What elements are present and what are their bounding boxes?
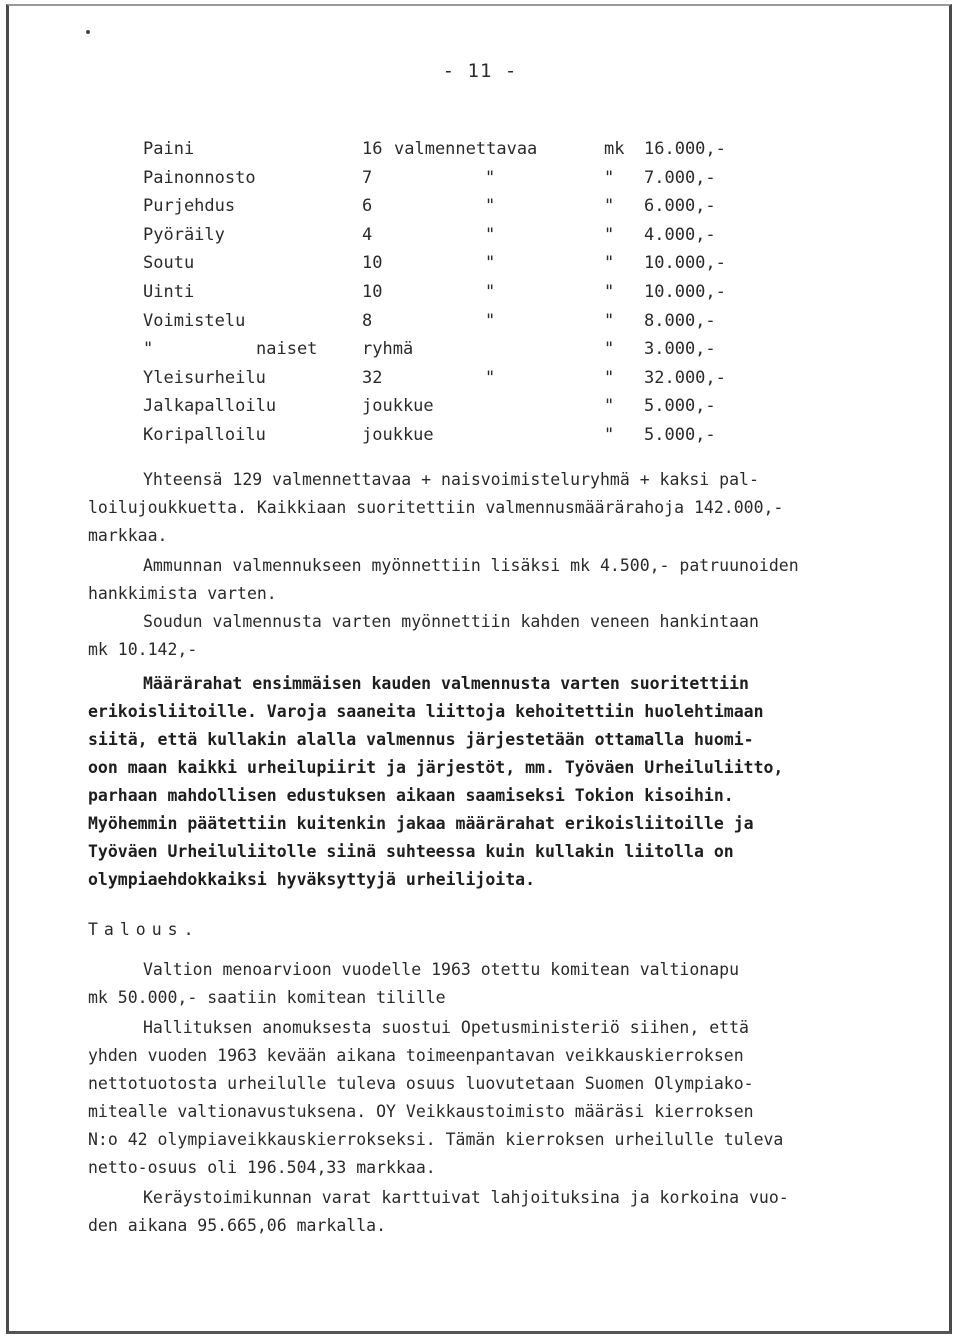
sport-name: Yleisurheilu: [143, 367, 266, 388]
ditto-mark: ": [485, 367, 496, 388]
text-line: Määrärahat ensimmäisen kauden valmennusta varten suoritettiin: [143, 674, 749, 693]
stray-mark: [86, 30, 90, 34]
sport-name: Purjehdus: [143, 196, 236, 217]
participant-count: joukkue: [362, 396, 434, 417]
text-line: Ammunnan valmennukseen myönnettiin lisäksi mk 4.500,- patruunoiden: [143, 556, 799, 575]
currency-label: ": [604, 367, 615, 388]
amount-value: 5.000,-: [644, 396, 716, 417]
ditto-mark: ": [485, 196, 496, 217]
text-line: mitealle valtionavustuksena. OY Veikkaustoimisto määräsi kierroksen: [88, 1102, 754, 1121]
participant-count: 8: [362, 310, 373, 331]
sport-name: Uinti: [143, 282, 195, 302]
amount-value: 16.000,-: [644, 139, 726, 159]
currency-label: ": [604, 224, 615, 245]
participant-count: 10: [362, 253, 383, 274]
ditto-mark: ": [485, 282, 496, 302]
currency-label: ": [604, 310, 615, 331]
text-line: loilujoukkuetta. Kaikkiaan suoritettiin valmennusmäärärahoja 142.000,-: [88, 498, 784, 517]
amount-value: 32.000,-: [644, 367, 726, 388]
currency-label: ": [604, 425, 615, 445]
participant-count: ryhmä: [362, 339, 414, 360]
currency-label: ": [604, 253, 615, 274]
text-line: markkaa.: [88, 526, 168, 545]
participant-count: 6: [362, 196, 373, 217]
text-line: Myöhemmin päätettiin kuitenkin jakaa määrärahat erikoisliitoille ja: [88, 814, 754, 833]
text-line: yhden vuoden 1963 kevään aikana toimeenpantavan veikkauskierroksen: [88, 1046, 744, 1065]
text-line: N:o 42 olympiaveikkauskierrokseksi. Tämän kierroksen urheilulle tuleva: [88, 1130, 784, 1149]
ditto-mark: ": [485, 253, 496, 274]
currency-label: ": [604, 339, 615, 360]
sport-name: Paini: [143, 139, 195, 159]
text-line: Soudun valmennusta varten myönnettiin kahden veneen hankintaan: [143, 612, 759, 631]
ditto-mark: ": [485, 310, 496, 331]
participant-count: 10: [362, 282, 383, 302]
sport-name: Pyöräily: [143, 224, 225, 245]
participant-count: 7: [362, 167, 373, 188]
text-line: nettotuotosta urheilulle tuleva osuus luovutetaan Suomen Olympiako-: [88, 1074, 754, 1093]
text-line: Keräystoimikunnan varat karttuivat lahjoituksina ja korkoina vuo-: [143, 1188, 789, 1207]
amount-value: 5.000,-: [644, 425, 716, 445]
text-line: netto-osuus oli 196.504,33 markkaa.: [88, 1158, 436, 1177]
text-line: Yhteensä 129 valmennettavaa + naisvoimisteluryhmä + kaksi pal-: [143, 470, 759, 489]
sport-subcategory: naiset: [256, 339, 318, 360]
amount-value: 6.000,-: [644, 196, 716, 217]
ditto-mark: ": [485, 224, 496, 245]
amount-value: 7.000,-: [644, 167, 716, 188]
currency-label: ": [604, 196, 615, 217]
participant-count: joukkue: [362, 425, 434, 445]
participant-count: 32: [362, 367, 383, 388]
amount-value: 8.000,-: [644, 310, 716, 331]
currency-label: ": [604, 167, 615, 188]
amount-value: 10.000,-: [644, 282, 726, 302]
sport-name: Koripalloilu: [143, 425, 266, 445]
amount-value: 3.000,-: [644, 339, 716, 360]
text-line: parhaan mahdollisen edustuksen aikaan saamiseksi Tokion kisoihin.: [88, 786, 734, 805]
sport-name: Soutu: [143, 253, 195, 274]
page-number: - 11 -: [442, 60, 518, 82]
currency-label: ": [604, 396, 615, 417]
text-line: mk 10.142,-: [88, 640, 198, 659]
ditto-mark: ": [485, 167, 496, 188]
text-line: den aikana 95.665,06 markalla.: [88, 1216, 387, 1235]
participant-unit: valmennettavaa: [394, 139, 538, 159]
text-line: hankkimista varten.: [88, 584, 277, 603]
text-line: siitä, että kullakin alalla valmennus järjestetään ottamalla huomi-: [88, 730, 754, 749]
text-line: olympiaehdokkaiksi hyväksyttyjä urheilijoita.: [88, 870, 536, 889]
text-line: erikoisliitoille. Varoja saaneita liittoja kehoitettiin huolehtimaan: [88, 702, 764, 721]
amount-value: 10.000,-: [644, 253, 726, 274]
participant-count: 16: [362, 139, 383, 159]
sport-name: Painonnosto: [143, 167, 256, 188]
sport-name: Jalkapalloilu: [143, 396, 277, 417]
section-heading: Talous.: [88, 920, 200, 939]
text-line: Hallituksen anomuksesta suostui Opetusministeriö siihen, että: [143, 1018, 749, 1037]
amount-value: 4.000,-: [644, 224, 716, 245]
participant-count: 4: [362, 224, 373, 245]
currency-label: ": [604, 282, 615, 302]
sport-name: Voimistelu: [143, 310, 246, 331]
currency-label: mk: [604, 139, 625, 159]
text-line: mk 50.000,- saatiin komitean tilille: [88, 988, 446, 1007]
text-line: Valtion menoarvioon vuodelle 1963 otettu komitean valtionapu: [143, 960, 740, 979]
sport-name: ": [143, 339, 154, 360]
text-line: oon maan kaikki urheilupiirit ja järjestöt, mm. Työväen Urheiluliitto,: [88, 758, 784, 777]
text-line: Työväen Urheiluliitolle siinä suhteessa kuin kullakin liitolla on: [88, 842, 734, 861]
